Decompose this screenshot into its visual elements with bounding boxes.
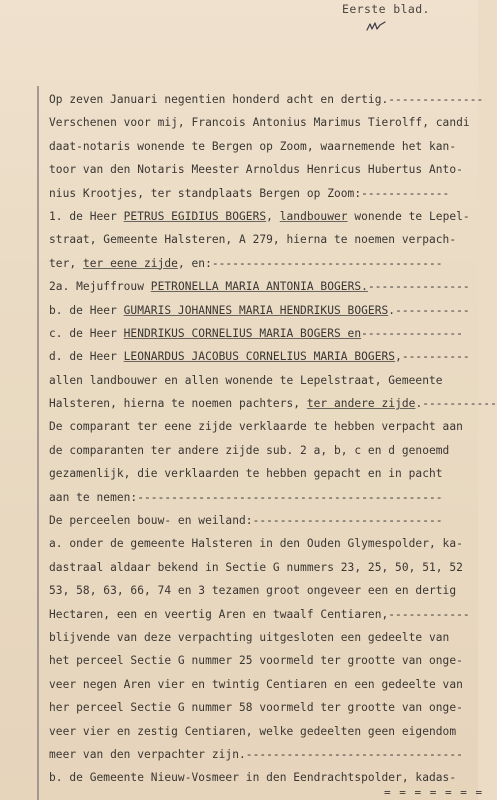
text-segment: b. de Gemeente Nieuw-Vosmeer in den Eendrachtspolder, kadas-	[49, 771, 457, 785]
text-segment: ---------------	[367, 280, 470, 294]
text-line	[49, 322, 478, 345]
text-segment: , en:----------------------------------	[177, 256, 443, 270]
text-segment: .-----------	[415, 397, 497, 411]
text-line	[49, 579, 478, 602]
text-line	[49, 392, 497, 415]
text-segment: blijvende van deze verpachting uitgesloten een gedeelte van	[49, 630, 450, 644]
text-segment: de comparanten ter andere zijde sub. 2 a, b, c en d genoemd	[49, 443, 450, 457]
text-segment: nius Krootjes, ter standplaats Bergen op Zoom:-------------	[49, 186, 450, 200]
text-line	[49, 415, 478, 438]
underlined-text: ter eene zijde	[82, 256, 178, 270]
text-segment: veer vier en zestig Centiaren, welke gedeelten geen eigendom	[49, 724, 457, 738]
text-line	[49, 462, 478, 485]
underlined-text: HENDRIKUS CORNELIUS MARIA BOGERS en	[123, 326, 362, 340]
document-body	[49, 88, 497, 790]
text-line	[49, 345, 478, 368]
text-segment: straat, Gemeente Halsteren, A 279, hierna te noemen verpach-	[49, 233, 457, 247]
text-segment: aan te nemen:---------------------------------------------	[49, 490, 443, 504]
footer-marks: = = = = = = =	[384, 786, 484, 799]
text-segment: ,----------	[395, 350, 470, 364]
handwritten-initials	[366, 20, 386, 34]
text-segment: b. de Heer	[49, 303, 124, 317]
text-segment: her perceel Sectie G nummer 58 voormeld ter grootte van onge-	[49, 701, 463, 715]
text-segment: ter,	[49, 256, 83, 270]
text-line	[49, 182, 478, 205]
text-line	[49, 205, 478, 228]
text-segment: .-----------	[388, 303, 470, 317]
text-line	[49, 88, 484, 111]
text-segment: dastraal aldaar bekend in Sectie G nummers 23, 25, 50, 51, 52	[49, 560, 463, 574]
text-segment: wonende te Lepel-	[347, 209, 470, 223]
underlined-text: ter andere zijde	[306, 397, 416, 411]
text-line	[49, 673, 478, 696]
text-segment: Verschenen voor mij, Francois Antonius Marimus Tierolff, candi	[49, 116, 470, 130]
text-segment: 1. de Heer	[49, 209, 124, 223]
left-margin-rule	[37, 86, 39, 800]
text-line	[49, 532, 478, 555]
underlined-text: GUMARIS JOHANNES MARIA HENDRIKUS BOGERS	[123, 303, 389, 317]
underlined-text: landbouwer	[279, 209, 348, 223]
underlined-text: LEONARDUS JACOBUS CORNELIUS MARIA BOGERS	[123, 350, 396, 364]
text-line	[49, 275, 478, 298]
text-line	[49, 743, 478, 766]
text-line	[49, 486, 478, 509]
text-segment: Hectaren, een en veertig Aren en twaalf Centiaren,------------	[49, 607, 470, 621]
page-label: Eerste blad.	[342, 2, 430, 16]
text-segment: toor van den Notaris Meester Arnoldus Henricus Hubertus Anto-	[49, 163, 463, 177]
text-segment: De comparant ter eene zijde verklaarde te hebben verpacht aan	[49, 420, 463, 434]
text-segment: daat-notaris wonende te Bergen op Zoom, waarnemende het kan-	[49, 139, 457, 153]
text-segment: allen landbouwer en allen wonende te Lepelstraat, Gemeente	[49, 373, 443, 387]
underlined-text: PETRONELLA MARIA ANTONIA BOGERS.	[150, 280, 368, 294]
text-line	[49, 649, 478, 672]
text-line	[49, 626, 478, 649]
text-line	[49, 111, 478, 134]
text-segment: Op zeven Januari negentien honderd acht en dertig.--------------	[49, 93, 484, 106]
text-line	[49, 439, 478, 462]
text-line	[49, 556, 478, 579]
text-segment: veer negen Aren vier en twintig Centiaren en een gedeelte van	[49, 677, 463, 691]
underlined-text: PETRUS EGIDIUS BOGERS	[123, 209, 267, 223]
text-line	[49, 299, 478, 322]
text-segment: 53, 58, 63, 66, 74 en 3 tezamen groot ongeveer een en dertig	[49, 584, 457, 598]
text-segment: meer van den verpachter zijn.--------------------------------	[49, 747, 463, 761]
text-segment: het perceel Sectie G nummer 25 voormeld ter grootte van onge-	[49, 654, 463, 668]
text-segment: d. de Heer	[49, 350, 124, 364]
text-segment: ,	[266, 209, 280, 223]
text-line	[49, 696, 478, 719]
text-segment: c. de Heer	[49, 326, 124, 340]
text-line	[49, 252, 478, 275]
text-line	[49, 369, 478, 392]
text-segment: a. onder de gemeente Halsteren in den Ouden Glymespolder, ka-	[49, 537, 463, 551]
text-segment: 2a. Mejuffrouw	[49, 280, 151, 294]
text-segment: ---------------	[361, 326, 463, 340]
text-segment: De perceelen bouw- en weiland:----------------------------	[49, 514, 443, 528]
text-segment: Halsteren, hierna te noemen pachters,	[49, 397, 307, 411]
text-line	[49, 158, 478, 181]
text-line	[49, 135, 478, 158]
text-line	[49, 603, 478, 626]
text-line	[49, 720, 478, 743]
text-line	[49, 509, 478, 532]
text-segment: gezamenlijk, die verklaarden te hebben gepacht en in pacht	[49, 467, 443, 481]
text-line	[49, 228, 478, 251]
